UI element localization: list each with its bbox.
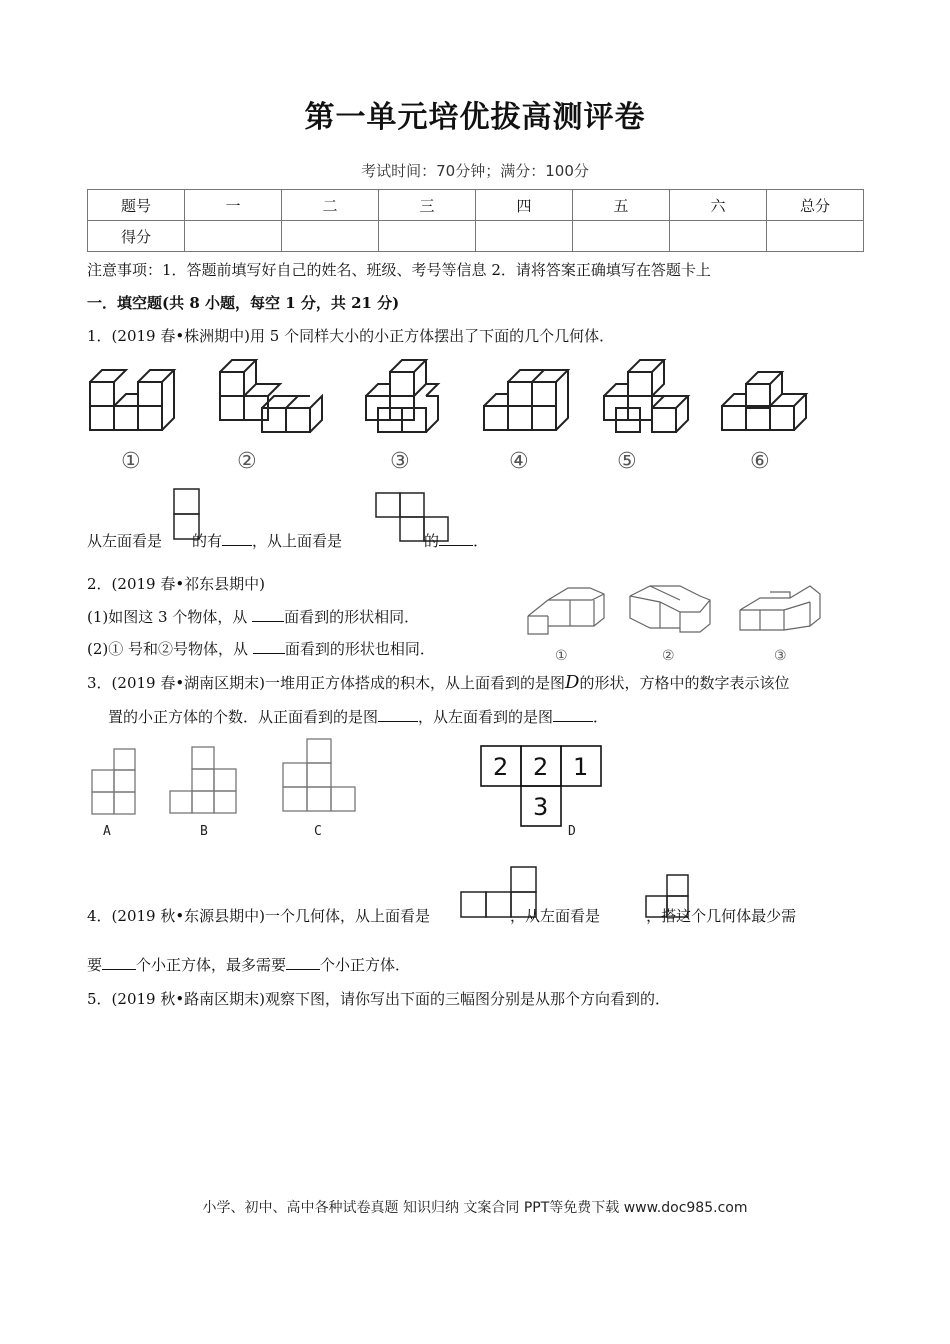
q2-object-1: [528, 588, 604, 634]
grid-number: 2: [493, 753, 509, 781]
view-label-d: D: [568, 824, 576, 839]
view-label-c: C: [314, 824, 322, 839]
q2-part1-text-b: 面看到的形状相同．: [284, 608, 420, 626]
score-header-cell: 题号: [88, 190, 185, 221]
score-cell[interactable]: [282, 221, 379, 252]
q4-line2: [87, 954, 410, 976]
score-header-cell: 一: [185, 190, 282, 221]
q2-part1-text-a: (1)如图这 3 个物体，从: [87, 608, 248, 626]
q2-part2-text-a: (2)① 号和②号物体，从: [87, 640, 249, 658]
q2-part2: [87, 638, 435, 660]
q4-text-b: ，从左面看是: [510, 907, 601, 925]
solid-label-2: ②: [237, 449, 257, 474]
q2-object-label-2: ②: [662, 648, 675, 664]
solid-3: [366, 360, 438, 432]
grid-number: 1: [573, 753, 589, 781]
q1-text-c: ，从上面看是: [252, 532, 343, 550]
solid-label-4: ④: [509, 449, 529, 474]
score-table: [87, 189, 864, 252]
q3-stem-line2: [108, 706, 608, 728]
section-heading: 一．填空题(共 8 小题，每空 1 分，共 21 分): [87, 294, 400, 312]
q1-solids-figure: [0, 360, 950, 480]
q2-object-2: [630, 586, 710, 632]
q3-line2-text-b: ，从左面看到的是图: [418, 708, 554, 726]
grid-number: 3: [533, 793, 549, 821]
q1-answer-line: [87, 530, 488, 552]
exam-info: 考试时间：70分钟；满分：100分: [361, 162, 589, 180]
solid-1: [90, 370, 174, 430]
q1-text-e: ．: [473, 532, 489, 550]
q2-part2-text-b: 面看到的形状也相同．: [284, 640, 435, 658]
q2-part1: [87, 606, 419, 628]
score-cell[interactable]: [476, 221, 573, 252]
solid-label-6: ⑥: [750, 449, 770, 474]
q4-text-d: 要: [87, 956, 103, 974]
q2-objects-figure: [520, 584, 830, 662]
q1-text-d: 的: [424, 532, 440, 550]
view-label-a: A: [103, 824, 111, 839]
score-cell[interactable]: [670, 221, 767, 252]
q2-stem: 2．(2019 春•祁东县期中): [87, 575, 266, 593]
solid-4: [484, 370, 568, 430]
solid-label-3: ③: [390, 449, 410, 474]
q4-text-a: 4．(2019 秋•东源县期中)一个几何体，从上面看是: [87, 907, 431, 925]
q4-blank-2[interactable]: [286, 955, 320, 970]
q2-blank-1[interactable]: [252, 607, 284, 622]
view-c: [283, 739, 355, 811]
q4-text-f: 个小正方体．: [320, 956, 411, 974]
score-table-header-row: [88, 190, 864, 221]
solid-label-1: ①: [121, 449, 141, 474]
score-header-cell: 四: [476, 190, 573, 221]
view-b: [170, 747, 236, 813]
q1-text-b: 的有: [192, 532, 223, 550]
q3-line2-text-a: 置的小正方体的个数．从正面看到的是图: [108, 708, 379, 726]
q2-blank-2[interactable]: [253, 639, 285, 654]
score-header-cell: 五: [573, 190, 670, 221]
grid-number: 2: [533, 753, 549, 781]
page-title: 第一单元培优拔高测评卷: [304, 100, 646, 135]
solid-6: [722, 372, 806, 430]
score-cell[interactable]: [767, 221, 864, 252]
q4-text-e: 个小正方体，最多需要: [136, 956, 287, 974]
solid-2: [220, 360, 322, 432]
q3-stem-text-a: 3．(2019 春•湖南区期末)一堆用正方体搭成的积木，从上面看到的是图: [87, 674, 566, 692]
q5-stem: 5．(2019 秋•路南区期末)观察下图，请你写出下面的三幅图分别是从那个方向看到的．: [87, 990, 671, 1008]
q3-blank-1[interactable]: [378, 707, 418, 722]
q3-stem: [87, 672, 867, 694]
q4-line1: [87, 905, 796, 927]
page-footer: 小学、初中、高中各种试卷真题 知识归纳 文案合同 PPT等免费下载 www.doc985.com: [202, 1200, 748, 1216]
score-cell[interactable]: [185, 221, 282, 252]
q1-stem: 1．(2019 春•株洲期中)用 5 个同样大小的小正方体摆出了下面的几个几何体．: [87, 327, 615, 345]
score-header-cell: 三: [379, 190, 476, 221]
q3-views-figure: [0, 735, 950, 845]
q4-text-c: ，搭这个几何体最少需: [646, 907, 797, 925]
view-a: [92, 749, 135, 814]
score-row-label: 得分: [88, 221, 185, 252]
q3-stem-text-b: 的形状，方格中的数字表示该位: [579, 674, 790, 692]
q2-object-3: [740, 586, 820, 630]
score-cell[interactable]: [573, 221, 670, 252]
notice: 注意事项：1．答题前填写好自己的姓名、班级、考号等信息 2．请将答案正确填写在答题卡上: [87, 261, 711, 279]
view-label-b: B: [200, 824, 208, 839]
score-cell[interactable]: [379, 221, 476, 252]
q2-object-label-3: ③: [774, 648, 787, 664]
q1-blank-1[interactable]: [222, 531, 252, 546]
solid-label-5: ⑤: [617, 449, 637, 474]
q3-line2-text-c: ．: [593, 708, 609, 726]
q1-text-a: 从左面看是: [87, 532, 163, 550]
q3-blank-2[interactable]: [553, 707, 593, 722]
q2-object-label-1: ①: [555, 648, 568, 664]
q3-figure-ref: D: [565, 672, 580, 693]
score-header-cell: 二: [282, 190, 379, 221]
q4-blank-1[interactable]: [102, 955, 136, 970]
score-header-cell: 总分: [767, 190, 864, 221]
solid-5: [604, 360, 688, 432]
q1-blank-2[interactable]: [439, 531, 473, 546]
score-header-cell: 六: [670, 190, 767, 221]
score-table-score-row: [88, 221, 864, 252]
